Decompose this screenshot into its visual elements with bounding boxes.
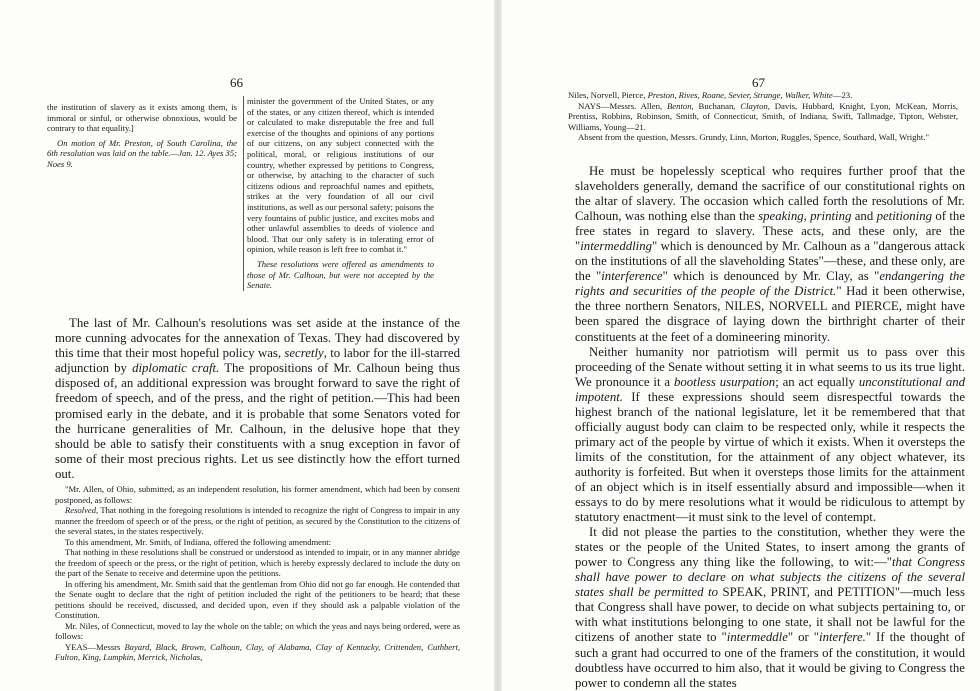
footnote-line: Resolved, That nothing in the foregoing resolutions is intended to recognize the right of Congress to impair in any manner the freedom of speech or of the press, or the right of petition, as secured by the Constitution to the citizens of the several states, in the states respectively. xyxy=(55,505,460,536)
absent-list: Absent from the question, Messrs. Grundy, Linn, Morton, Ruggles, Spence, Southard, Wall, Wright." xyxy=(578,132,930,143)
inset-text-b: minister the government of the United States, or any of the states, or any citizen thereof, which is intended or calculated to make disreputable the free and full exercise of the thoughts and opinions of any portions of our citizens, on any subject connected with the political, moral, or religious institutions of our country, whether expressed by petitions to Congress, or otherwise, by attaching to the character of such citizens odious and reproachful names and epithets, strikes at the very foundation of all our civil institutions, as well as our personal safety; poisons the very fountains of public justice, and excites mobs and other unlawful assemblies to deeds of violence and blood. That our only safety is in tolerating error of opinion, while reason is left free to combat it." xyxy=(247,96,434,255)
main-text-right xyxy=(575,164,965,691)
page-number-right: 67 xyxy=(752,75,765,90)
footnote-line: To this amendment, Mr. Smith, of Indiana, offered the following amendment: xyxy=(65,536,332,547)
inset-column-a xyxy=(47,102,237,170)
page-number-left: 66 xyxy=(230,75,243,90)
inset-note-b: These resolutions were offered as amendments to those of Mr. Calhoun, but were not accepted by the Senate. xyxy=(247,258,434,291)
main-paragraph-left: The last of Mr. Calhoun's resolutions was set aside at the instance of the more cunning advocates for the annexation of Texas. They had discovered by this time that their most hopeful policy was, secretly, to labor for the ill-starred adjunction by diplomatic craft. The propositions of Mr. Calhoun being thus disposed of, an additional expression was brought forward to save the right of freedom of speech, and of the press, and the right of petition.—This had been promised early in the debate, and it is probable that some Senators voted for the hurricane generalities of Mr. Calhoun, in the delusive hope that they should be able to satisfy their constituents with a snug exception in favor of some of their most precious rights. Let us see distinctly how the effort turned out. xyxy=(55,316,461,481)
right-page xyxy=(500,0,980,691)
inset-column-b xyxy=(243,96,434,291)
paragraph-1: He must be hopelessly sceptical who requires further proof that the slaveholders generally, demand the sacrifice of our constitutional rights on the altar of slavery. The occasion which called forth the resolutions of Mr. Calhoun, was nothing else than the speaking, printing and petitioning of the free states in regard to slavery. These acts, and these only, are the "intermeddling" which is denounced by Mr. Calhoun as a "dangerous attack on the institutions of all the slaveholding States"—these, and these only, are the "interference" which is denounced by Mr. Clay, as "endangering the rights and securities of the people of the District." Had it been otherwise, the three northern Senators, NILES, NORVELL and PIERCE, might have been spared the disgrace of laying down the birthright charter of their constituents at the feet of a domineering minority. xyxy=(575,164,966,344)
footnote-line: YEAS—Messrs Bayard, Black, Brown, Calhoun, Clay, of Alabama, Clay of Kentucky, Crittenden, Cuthbert, Fulton, King, Lumpkin, Merrick, Nicholas, xyxy=(55,641,460,662)
yeas-continued: Niles, Norvell, Pierce, Preston, Rives, Roane, Sevier, Strange, Walker, White—23. xyxy=(568,90,853,100)
footnote-line: In offering his amendment, Mr. Smith said that the gentleman from Ohio did not go far enough. He contended that the Senate ought to declare that the right of petition included the right of the petitioners to be heard; that these petitions should be received, discussed, and decided upon, even if they should ask a palpable violation of the Constitution. xyxy=(55,578,460,620)
footnote-line: "Mr. Allen, of Ohio, submitted, as an independent resolution, his former amendment, which had been by consent postponed, as follows: xyxy=(55,484,460,505)
nays-list: NAYS—Messrs. Allen, Benton, Buchanan, Clayton, Davis, Hubbard, Knight, Lyon, McKean, Morris, Prentiss, Robbins, Robinson, Smith, of Connecticut, Smith, of Indiana, Swift, Tallmadge, Tipton, Webster, Williams, Young—21. xyxy=(568,100,959,132)
inset-note-a: On motion of Mr. Preston, of South Carolina, the 6th resolution was laid on the table.—Jan. 12. Ayes 35; Noes 9. xyxy=(47,137,238,169)
vote-list-continued xyxy=(568,90,958,143)
footnote-block xyxy=(55,484,460,663)
paragraph-3: It did not please the parties to the constitution, whether they were the states or the people of the United States, to insert among the grants of power to Congress any thing like the following, to wit:—"that Congress shall have power to declare on what subjects the citizens of the several states shall be permitted to SPEAK, PRINT, and PETITION"—much less that Congress shall have power, to decide on what subjects pertaining to, or with what institutions belonging to one state, it shall not be lawful for the citizens of another state to "intermeddle" or "interfere." If the thought of such a grant had occurred to one of the framers of the constitution, it would doubtless have occurred to him also, that it would be giving to Congress the power to condemn all the states xyxy=(575,525,966,690)
inset-text-a: the institution of slavery as it exists among them, is immoral or sinful, or otherwise obnoxious, would be contrary to that equality.] xyxy=(47,102,237,134)
paragraph-2: Neither humanity nor patriotism will permit us to pass over this proceeding of the Senate without setting it in what seems to us its true light. We pronounce it a bootless usurpation; an act equally unconstitutional and impotent. If these expressions should seem disrespectful towards the highest branch of the national legislature, let it be remembered that that officially august body can claim to be respected only, while it respects the primary act of the people by virtue of which it exists. When it oversteps the limits of the constitution, for the attainment of any object whatever, its authority is forfeited. But when it oversteps those limits for the attainment of an object which is in itself essentially absurd and impossible—when it essays to do by mere resolutions what it would be ridiculous to attempt by statutory enactment—it must sink to the level of contempt. xyxy=(575,344,966,525)
footnote-line: Mr. Niles, of Connecticut, moved to lay the whole on the table; on which the yeas and nays being ordered, were as follows: xyxy=(55,620,460,641)
footnote-line: That nothing in these resolutions shall be construed or understood as intended to impair, or in any manner abridge the freedom of speech or the press, or the right of petition, which is hereby expressly declared to include the duty on the part of the Senate to receive and determine upon the petitions. xyxy=(55,547,460,578)
